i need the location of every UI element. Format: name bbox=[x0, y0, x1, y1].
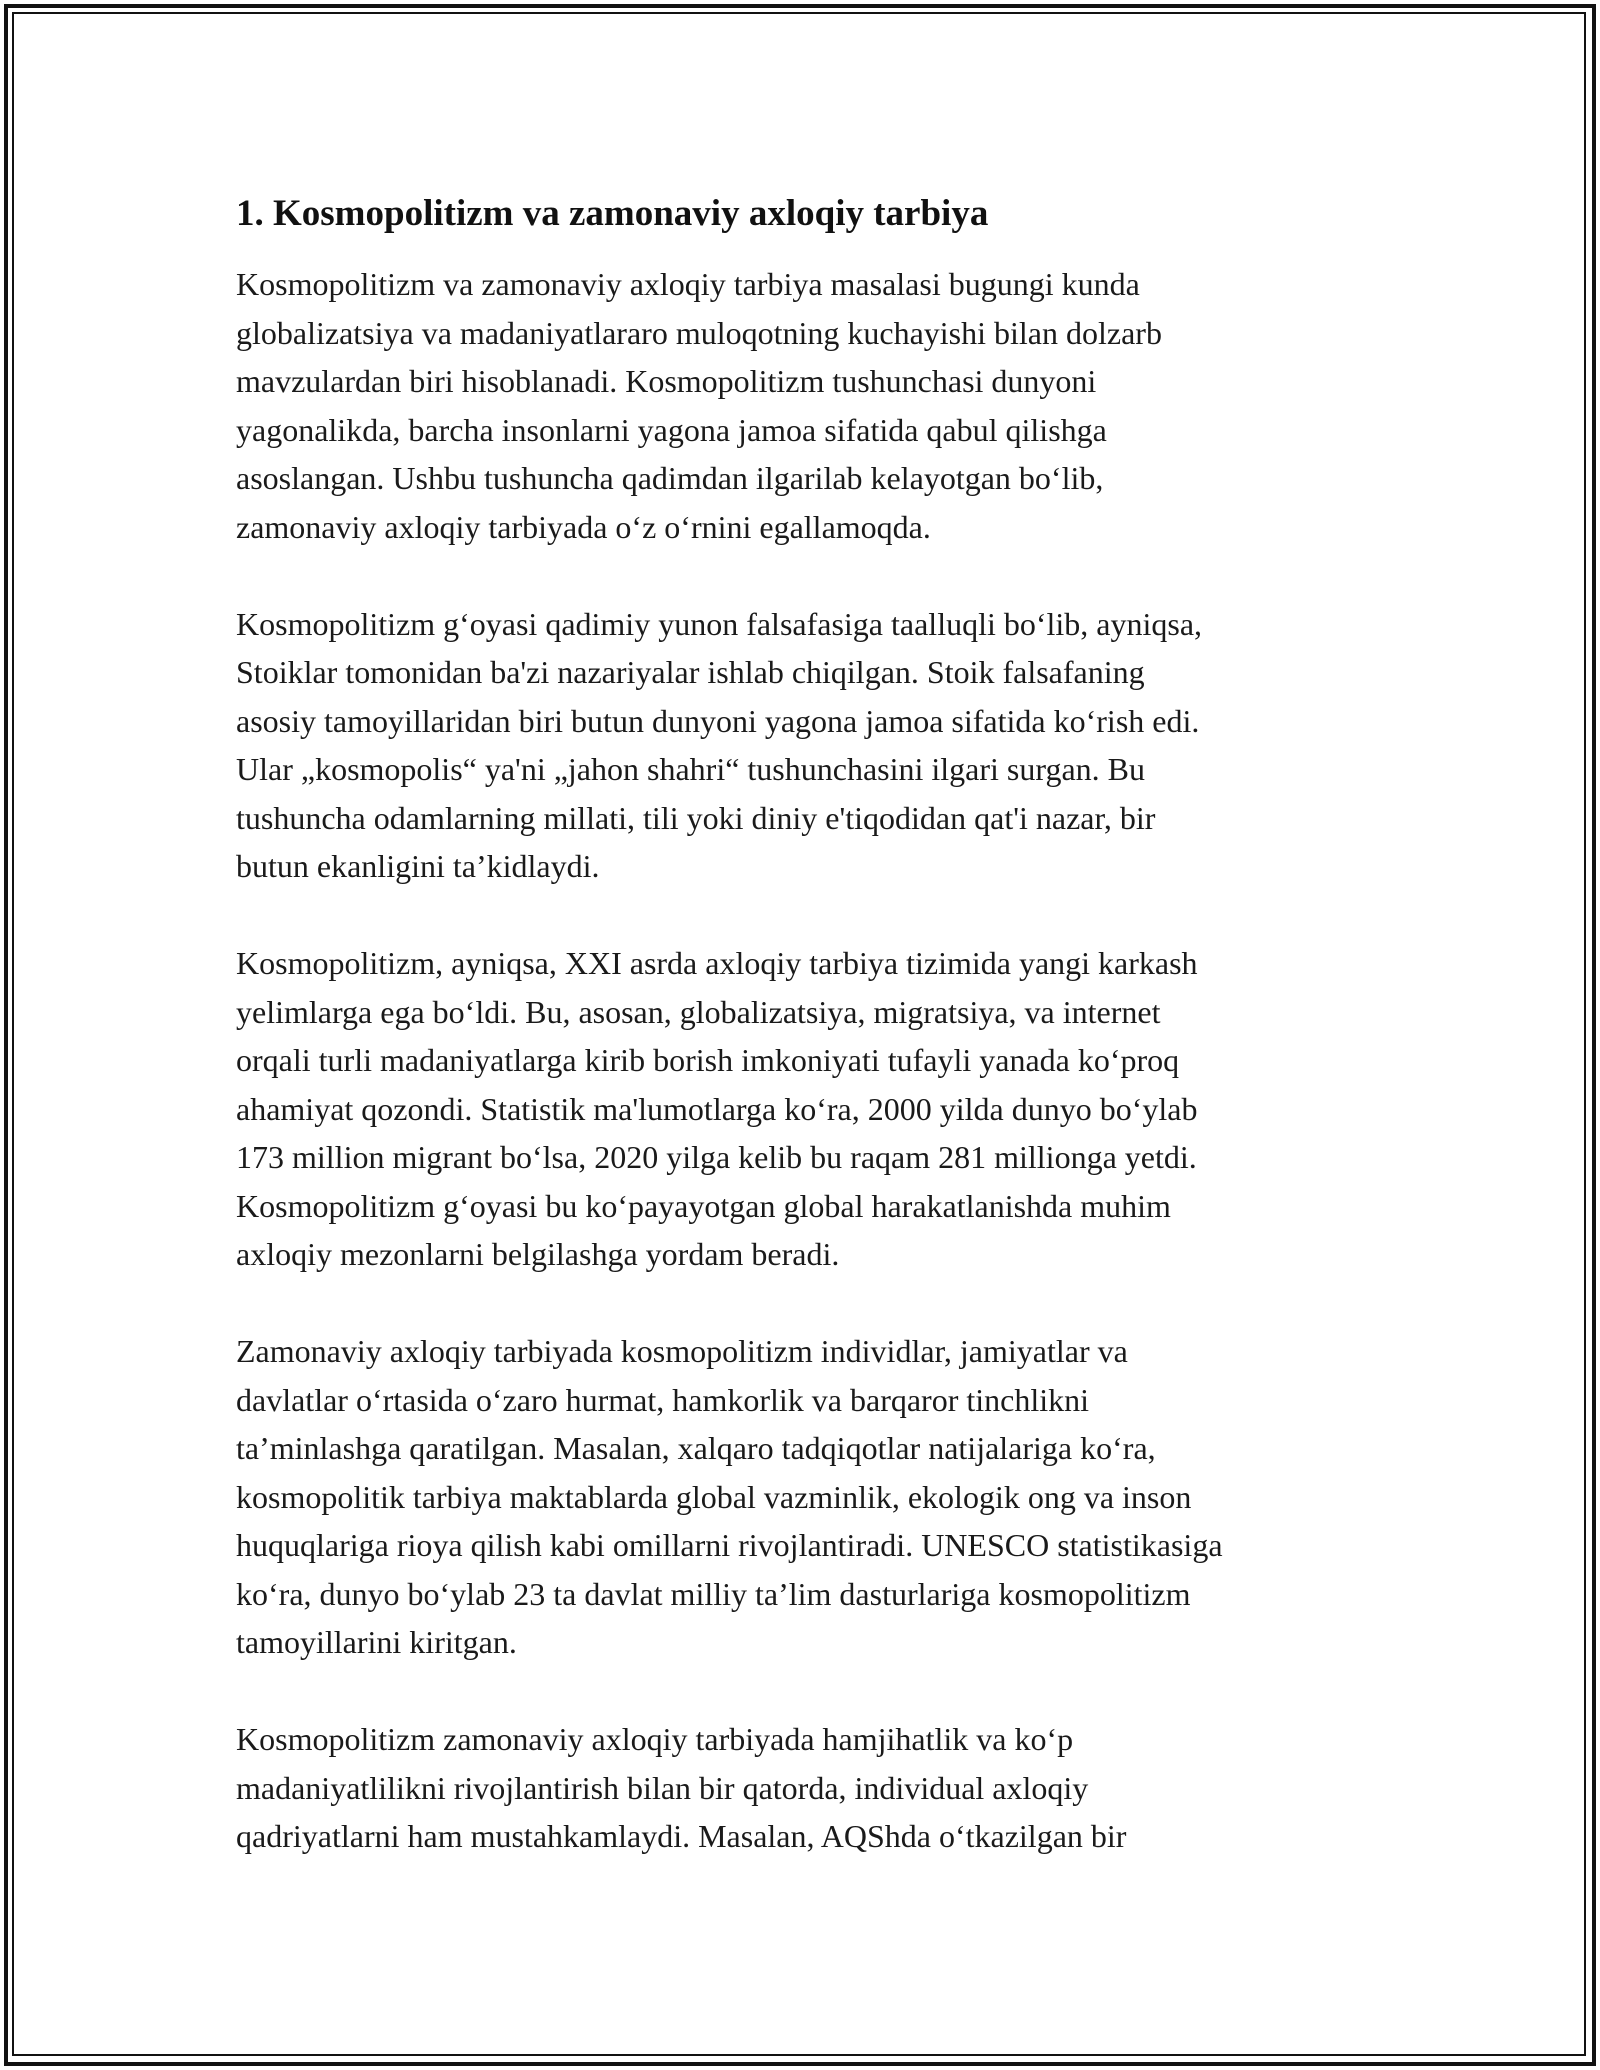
text-line: ta’minlashga qaratilgan. Masalan, xalqaro tadqiqotlar natijalariga ko‘ra, bbox=[236, 1430, 1156, 1466]
text-line: qadriyatlarni ham mustahkamlaydi. Masalan, AQShda o‘tkazilgan bir bbox=[236, 1818, 1127, 1854]
text-line: Stoiklar tomonidan ba'zi nazariyalar ishlab chiqilgan. Stoik falsafaning bbox=[236, 654, 1145, 690]
text-line: asosiy tamoyillaridan biri butun dunyoni yagona jamoa sifatida ko‘rish edi. bbox=[236, 702, 1200, 739]
text-line: Ular „kosmopolis“ ya'ni „jahon shahri“ tushunchasini ilgari surgan. Bu bbox=[236, 751, 1145, 787]
text-line: globalizatsiya va madaniyatlararo muloqotning kuchayishi bilan dolzarb bbox=[236, 314, 1162, 351]
text-line: axloqiy mezonlarni belgilashga yordam beradi. bbox=[236, 1236, 840, 1272]
text-line: Kosmopolitizm va zamonaviy axloqiy tarbiya masalasi bugungi kunda bbox=[236, 266, 1140, 302]
paragraph-3 bbox=[236, 939, 1386, 1279]
text-line: orqali turli madaniyatlarga kirib borish imkoniyati tufayli yanada ko‘proq bbox=[236, 1042, 1180, 1078]
text-line: asoslangan. Ushbu tushuncha qadimdan ilgarilab kelayotgan bo‘lib, bbox=[236, 460, 1104, 496]
text-line: Kosmopolitizm zamonaviy axloqiy tarbiyada hamjihatlik va ko‘p bbox=[236, 1721, 1074, 1757]
text-line: Kosmopolitizm g‘oyasi qadimiy yunon falsafasiga taalluqli bo‘lib, ayniqsa, bbox=[236, 605, 1203, 642]
text-line: ahamiyat qozondi. Statistik ma'lumotlarga ko‘ra, 2000 yilda dunyo bo‘ylab bbox=[236, 1090, 1198, 1127]
text-line: zamonaviy axloqiy tarbiyada o‘z o‘rnini egallamoqda. bbox=[236, 508, 931, 545]
paragraph-1 bbox=[236, 260, 1386, 551]
section-heading: 1. Kosmopolitizm va zamonaviy axloqiy tarbiya bbox=[236, 193, 989, 234]
text-line: mavzulardan biri hisoblanadi. Kosmopolitizm tushunchasi dunyoni bbox=[236, 363, 1097, 399]
text-line: 173 million migrant bo‘lsa, 2020 yilga kelib bu raqam 281 millionga yetdi. bbox=[236, 1139, 1197, 1175]
paragraph-4 bbox=[236, 1327, 1386, 1667]
document-body bbox=[236, 188, 1386, 1861]
text-line: tamoyillarini kiritgan. bbox=[236, 1624, 517, 1660]
text-line: butun ekanligini ta’kidlaydi. bbox=[236, 848, 600, 884]
text-line: madaniyatlilikni rivojlantirish bilan bir qatorda, individual axloqiy bbox=[236, 1769, 1089, 1806]
text-line: kosmopolitik tarbiya maktablarda global vazminlik, ekologik ong va inson bbox=[236, 1478, 1192, 1515]
text-line: Kosmopolitizm g‘oyasi bu ko‘payayotgan global harakatlanishda muhim bbox=[236, 1187, 1171, 1224]
text-line: yagonalikda, barcha insonlarni yagona jamoa sifatida qabul qilishga bbox=[236, 411, 1107, 448]
text-line: ko‘ra, dunyo bo‘ylab 23 ta davlat milliy ta’lim dasturlariga kosmopolitizm bbox=[236, 1575, 1191, 1612]
text-line: Zamonaviy axloqiy tarbiyada kosmopolitizm individlar, jamiyatlar va bbox=[236, 1333, 1128, 1369]
paragraph-5 bbox=[236, 1715, 1386, 1861]
text-line: davlatlar o‘rtasida o‘zaro hurmat, hamkorlik va barqaror tinchlikni bbox=[236, 1381, 1090, 1418]
text-line: yelimlarga ega bo‘ldi. Bu, asosan, globalizatsiya, migratsiya, va internet bbox=[236, 993, 1161, 1030]
text-line: huquqlariga rioya qilish kabi omillarni rivojlantiradi. UNESCO statistikasiga bbox=[236, 1527, 1223, 1563]
text-line: Kosmopolitizm, ayniqsa, XXI asrda axloqiy tarbiya tizimida yangi karkash bbox=[236, 945, 1198, 981]
paragraph-2 bbox=[236, 600, 1386, 891]
text-line: tushuncha odamlarning millati, tili yoki diniy e'tiqodidan qat'i nazar, bir bbox=[236, 799, 1156, 836]
